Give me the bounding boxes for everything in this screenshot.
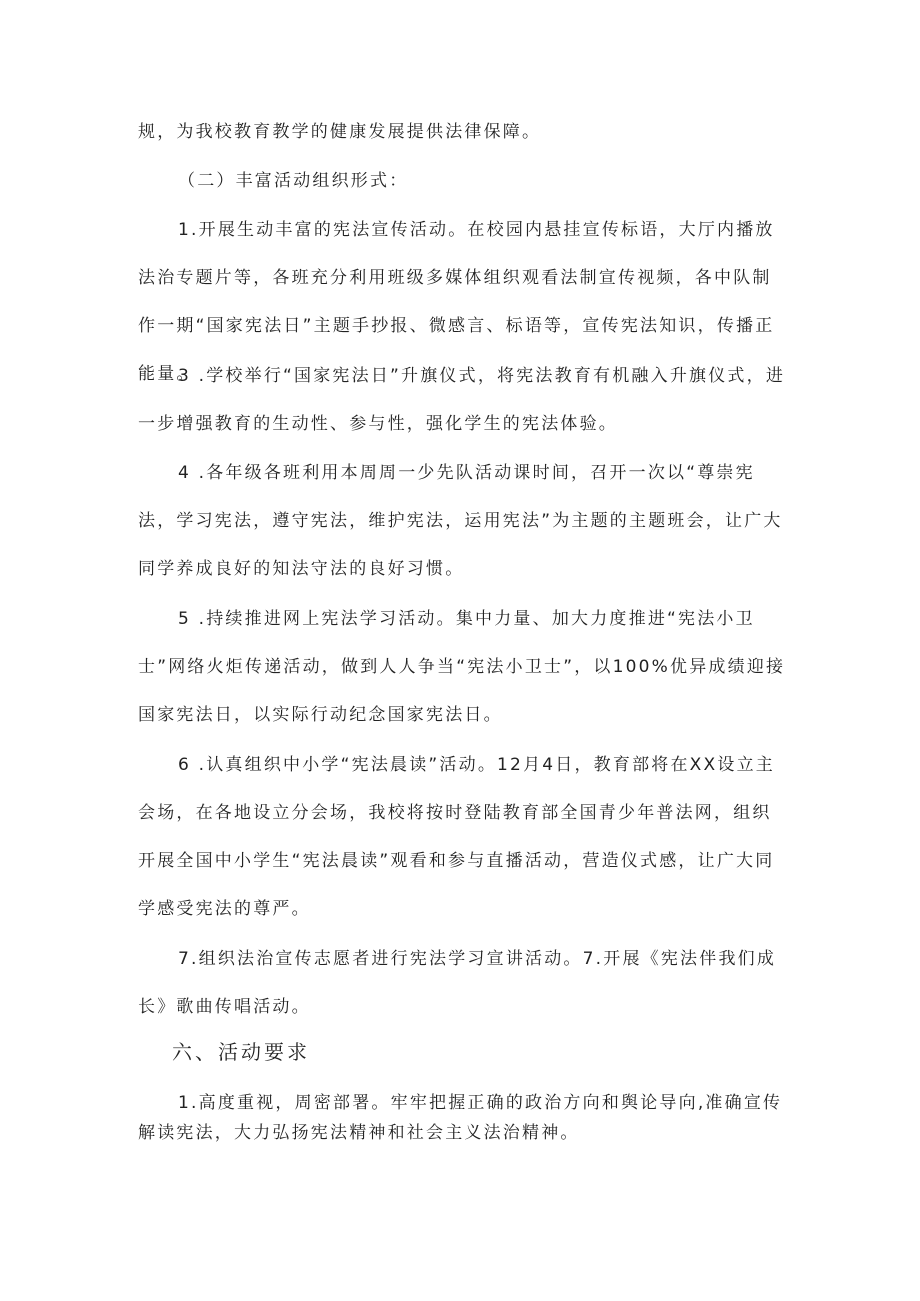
paragraph-item-1: 1.开展生动丰富的宪法宣传活动。在校园内悬挂宣传标语，大厅内播放法治专题片等，各班充分利用班级多媒体组织观看法制宣传视频，各中队制作一期“国家宪法日”主题手抄报、微感言、标语等，宣传宪法知识，传播正能量。 — [138, 220, 775, 384]
paragraph-item-4: 4 .各年级各班利用本周周一少先队活动课时间，召开一次以“尊崇宪法，学习宪法，遵守宪法，维护宪法，运用宪法”为主题的主题班会，让广大同学养成良好的知法守法的良好习惯。 — [138, 463, 783, 579]
paragraph-item-3: 3 .学校举行“国家宪法日”升旗仪式，将宪法教育有机融入升旗仪式，进一步增强教育的生动性、参与性，强化学生的宪法体验。 — [138, 366, 786, 434]
paragraph-requirement-1: 1.高度重视，周密部署。牢牢把握正确的政治方向和舆论导向,准确宣传解读宪法，大力弘扬宪法精神和社会主义法治精神。 — [138, 1093, 783, 1143]
paragraph-subheading: （二）丰富活动组织形式： — [178, 171, 409, 191]
paragraph-intro-tail: 规，为我校教育教学的健康发展提供法律保障。 — [138, 122, 542, 142]
paragraph-item-6: 6 .认真组织中小学“宪法晨读”活动。12月4日，教育部将在XX设立主会场，在各地设立分会场，我校将按时登陆教育部全国青少年普法网，组织开展全国中小学生“宪法晨读”观看和参与直播活动，营造仪式感，让广大同学感受宪法的尊严。 — [138, 755, 775, 919]
paragraph-item-5: 5 .持续推进网上宪法学习活动。集中力量、加大力度推进“宪法小卫士”网络火炬传递活动，做到人人争当“宪法小卫士”，以100%优异成绩迎接国家宪法日，以实际行动纪念国家宪法日。 — [138, 609, 786, 725]
paragraph-item-7: 7.组织法治宣传志愿者进行宪法学习宣讲活动。7.开展《宪法伴我们成长》歌曲传唱活动。 — [138, 949, 777, 1017]
section-heading: 六、活动要求 — [172, 1040, 310, 1064]
